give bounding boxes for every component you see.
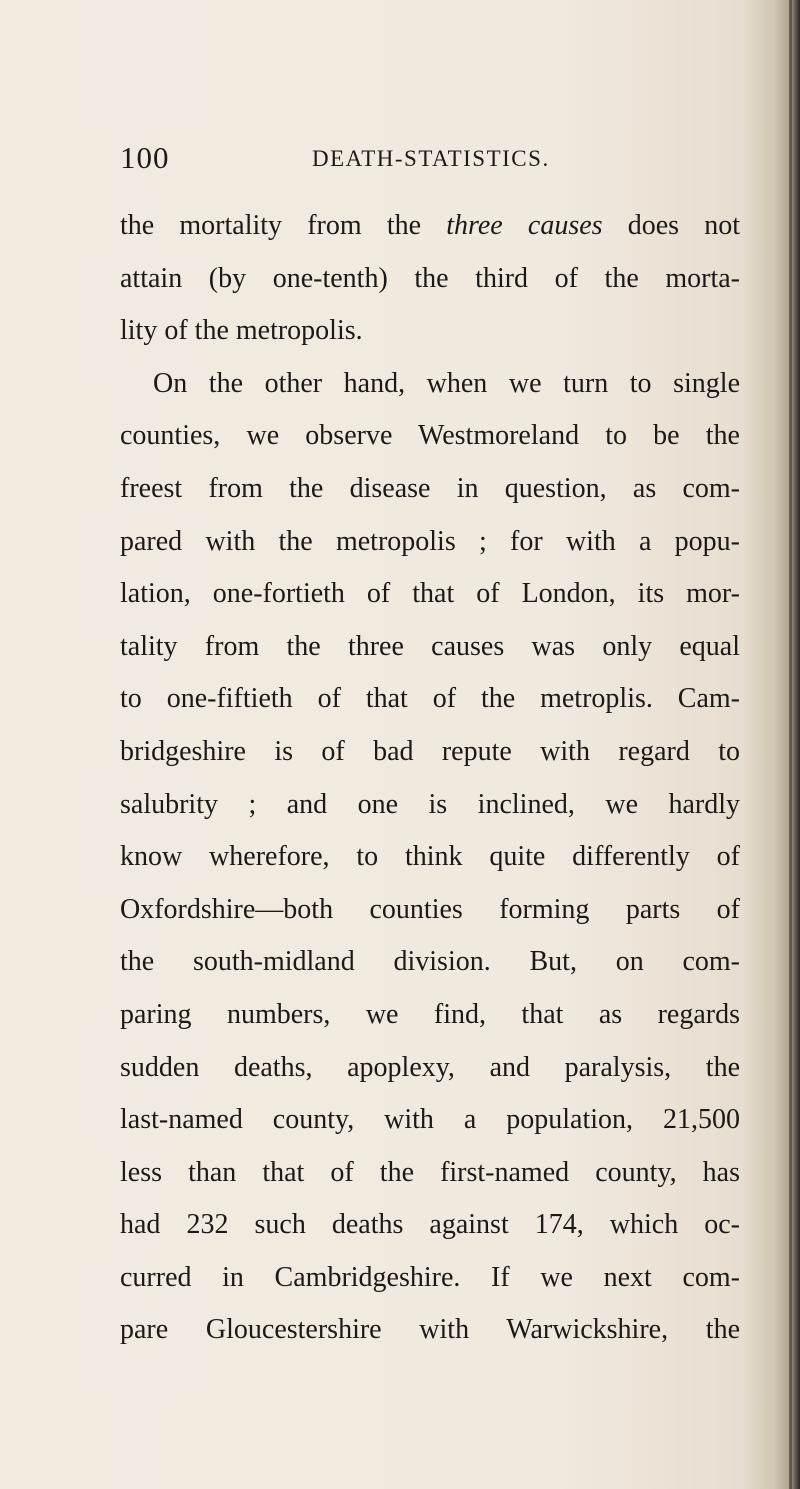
text-line: bridgeshire is of bad repute with regard to: [120, 735, 740, 767]
text-line: freest from the disease in question, as com-: [120, 472, 740, 504]
body-text: [120, 200, 740, 1357]
page-header: [120, 140, 740, 180]
text-line-part: does not: [602, 210, 741, 241]
text-line: pare Gloucestershire with Warwickshire, the: [120, 1314, 740, 1346]
page-number: 100: [120, 140, 170, 175]
text-line: attain (by one-tenth) the third of the morta-: [120, 262, 740, 294]
page-edge-line: [789, 0, 792, 1489]
text-line: last-named county, with a population, 21,500: [120, 1104, 740, 1136]
running-title: DEATH-STATISTICS.: [312, 146, 550, 171]
text-line: sudden deaths, apoplexy, and paralysis, the: [120, 1051, 740, 1083]
text-line: lation, one-fortieth of that of London, its mor-: [120, 578, 740, 610]
text-line: know wherefore, to think quite differently of: [120, 841, 740, 873]
text-line: less than that of the first-named county, has: [120, 1156, 740, 1188]
text-line: pared with the metropolis ; for with a popu-: [120, 525, 740, 557]
text-line: salubrity ; and one is inclined, we hardly: [120, 788, 740, 820]
text-line: counties, we observe Westmoreland to be the: [120, 420, 740, 452]
text-line: Oxfordshire—both counties forming parts of: [120, 893, 740, 925]
text-line: the south-midland division. But, on com-: [120, 946, 740, 978]
text-line: [120, 200, 740, 253]
text-line: to one-fiftieth of that of the metroplis. Cam-: [120, 683, 740, 715]
text-line: curred in Cambridgeshire. If we next com-: [120, 1261, 740, 1293]
emphasized-phrase: three causes: [446, 210, 603, 241]
text-line: had 232 such deaths against 174, which oc-: [120, 1209, 740, 1241]
text-line: tality from the three causes was only equal: [120, 630, 740, 662]
text-line: lity of the metropolis.: [120, 315, 363, 347]
text-line: paring numbers, we find, that as regards: [120, 998, 740, 1030]
text-line-part: the mortality from the: [120, 210, 447, 241]
text-line: On the other hand, when we turn to single: [153, 367, 740, 399]
